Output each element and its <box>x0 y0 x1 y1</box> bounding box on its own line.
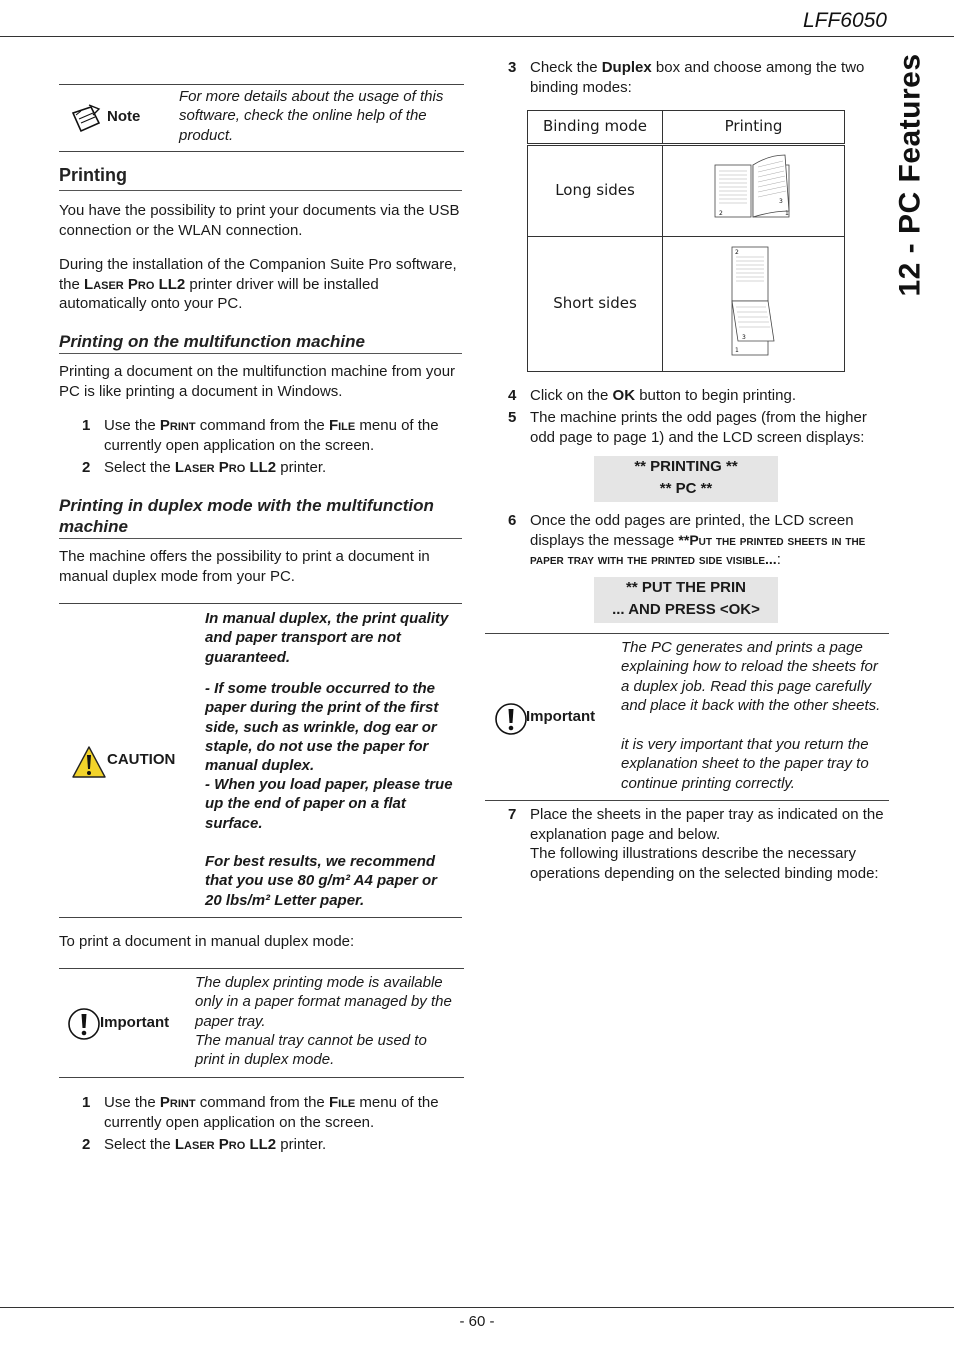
lcd-display-put-sheets <box>594 577 778 623</box>
step-6-a: Once the odd pages are printed, the LCD screen displays the message <box>530 512 854 549</box>
important-left-text-2: The manual tray cannot be used to print in duplex mode. <box>195 1032 427 1069</box>
print-command-2: Print <box>159 1094 196 1111</box>
mf-step-1-e: menu of the currently open application on the screen. <box>104 417 439 454</box>
lcd-display-printing <box>594 456 778 502</box>
step2-1-number: 1 <box>82 1094 91 1111</box>
lcd-2-line-2: ... AND PRESS <OK> <box>612 601 760 618</box>
svg-text:2: 2 <box>734 249 739 257</box>
mf-step-2-a: Select the <box>104 459 175 476</box>
step-7-text-1: Place the sheets in the paper tray as indicated on the explanation page and below. <box>530 806 884 843</box>
page-number: - 60 - <box>459 1313 495 1330</box>
important-label-left: Important <box>100 1014 170 1031</box>
caution-label: CAUTION <box>107 751 176 768</box>
important-left-text-1: The duplex printing mode is available only in a paper format managed by the paper tray. <box>195 974 452 1030</box>
important-box-right <box>485 633 889 801</box>
step-4-a: Click on the <box>530 387 613 404</box>
duplex-heading-line-1: Printing in duplex mode with the multifunction <box>59 496 434 515</box>
important-right-text-2: it is very important that you return the explanation sheet to the paper tray to continue printing correctly. <box>621 736 869 792</box>
table-header-binding-mode: Binding mode <box>528 111 663 145</box>
step-6-c: : <box>776 551 781 568</box>
svg-text:1: 1 <box>784 210 789 218</box>
step2-1-e: menu of the currently open application on the screen. <box>104 1094 439 1131</box>
important-icon-right <box>494 702 528 736</box>
important-box-left <box>59 968 464 1078</box>
chapter-tab-label: 12 - PC Features <box>893 53 927 297</box>
long-sides-illustration <box>663 145 845 237</box>
ok-button-name: OK <box>612 387 636 404</box>
printing-heading-rule <box>59 190 462 191</box>
mf-step-2-c: printer. <box>276 459 327 476</box>
mf-step-2-text <box>104 458 464 478</box>
step-4-number: 4 <box>508 387 517 404</box>
step2-1-c: command from the <box>195 1094 329 1111</box>
short-sides-illustration <box>663 237 845 372</box>
footer-rule <box>0 1307 954 1308</box>
print-command: Print <box>159 417 196 434</box>
duplex-box-name: Duplex <box>601 59 652 76</box>
svg-text:3: 3 <box>778 198 783 206</box>
printing-paragraph-1: You have the possibility to print your documents via the USB connection or the WLAN connection. <box>59 202 460 239</box>
short-sides-label: Short sides <box>528 237 663 372</box>
note-text: For more details about the usage of this software, check the online help of the product. <box>179 88 444 144</box>
step-7-number: 7 <box>508 806 517 823</box>
step-3-c: box and choose among the two binding modes: <box>530 59 865 96</box>
note-box <box>59 84 464 152</box>
step-5-number: 5 <box>508 409 517 426</box>
note-label: Note <box>107 108 141 125</box>
lcd-1-line-1: ** PRINTING ** <box>634 458 738 475</box>
step2-2-text <box>104 1135 464 1155</box>
lcd-1-line-2: ** PC ** <box>659 480 713 497</box>
caution-text-3: - When you load paper, please true up the end of paper on a flat surface. <box>205 776 453 832</box>
file-menu: File <box>328 417 356 434</box>
caution-box <box>59 603 462 918</box>
caution-text-1: In manual duplex, the print quality and paper transport are not guaranteed. <box>205 610 449 666</box>
step2-1-a: Use the <box>104 1094 160 1111</box>
printing-heading: Printing <box>59 165 127 185</box>
caution-text-4: For best results, we recommend that you use 80 g/m² A4 paper or 20 lbs/m² Letter paper. <box>205 853 437 909</box>
short-sides-booklet-icon <box>726 243 782 359</box>
multifunction-paragraph: Printing a document on the multifunction machine from your PC is like printing a document in Windows. <box>59 363 456 400</box>
svg-text:3: 3 <box>741 334 746 342</box>
step2-2-c: printer. <box>276 1136 327 1153</box>
put-sheets-message: **Put the printed sheets in the paper tray with the printed side visible... <box>530 531 866 567</box>
step-6-number: 6 <box>508 512 517 529</box>
mf-step-1-a: Use the <box>104 417 160 434</box>
header-rule <box>0 36 954 37</box>
svg-text:2: 2 <box>718 210 723 218</box>
duplex-paragraph: The machine offers the possibility to print a document in manual duplex mode from your PC. <box>59 548 430 585</box>
svg-text:1: 1 <box>734 347 739 355</box>
mf-step-1-text <box>104 416 464 455</box>
step-4-text <box>530 386 890 406</box>
to-print-text: To print a document in manual duplex mode: <box>59 933 355 950</box>
step2-2-a: Select the <box>104 1136 175 1153</box>
caution-text-2: - If some trouble occurred to the paper during the print of the first side, such as wrinkle, dog ear or staple, do not use the paper for manual duplex. <box>205 680 439 775</box>
mf-step-2-number: 2 <box>82 459 91 476</box>
laser-pro-name-2: Laser Pro LL2 <box>174 459 277 476</box>
duplex-heading <box>59 495 464 537</box>
header-model: LFF6050 <box>802 9 887 32</box>
lcd-2-line-1: ** PUT THE PRIN <box>625 579 746 596</box>
step-3-number: 3 <box>508 59 517 76</box>
laser-pro-name: Laser Pro LL2 <box>84 275 186 293</box>
mf-step-1-c: command from the <box>195 417 329 434</box>
step-5-text: The machine prints the odd pages (from the higher odd page to page 1) and the LCD screen displays: <box>530 409 867 446</box>
printing-paragraph-2-c: printer driver will be installed automatically onto your PC. <box>59 275 379 312</box>
duplex-heading-rule <box>59 538 462 539</box>
table-header-printing: Printing <box>663 111 845 145</box>
mf-step-1-number: 1 <box>82 417 91 434</box>
step2-2-number: 2 <box>82 1136 91 1153</box>
duplex-heading-line-2: machine <box>59 517 128 536</box>
file-menu-2: File <box>328 1094 356 1111</box>
important-label-right: Important <box>526 708 596 725</box>
printing-paragraph-2 <box>59 255 462 314</box>
multifunction-heading-rule <box>59 353 462 354</box>
multifunction-heading: Printing on the multifunction machine <box>59 332 365 351</box>
step-4-c: button to begin printing. <box>635 387 796 404</box>
caution-icon <box>71 745 107 779</box>
step2-1-text <box>104 1093 464 1132</box>
note-icon <box>69 103 105 135</box>
printing-paragraph-2-a: During the installation of the Companion Suite Pro software, the <box>59 256 457 293</box>
laser-pro-name-3: Laser Pro LL2 <box>174 1136 277 1153</box>
long-sides-label: Long sides <box>528 145 663 237</box>
step-3-a: Check the <box>530 59 602 76</box>
step-3-text <box>530 58 890 97</box>
long-sides-booklet-icon <box>713 153 795 223</box>
step-6-text <box>530 511 892 570</box>
step-7-text-2: The following illustrations describe the necessary operations depending on the selected binding mode: <box>530 845 879 882</box>
important-right-text-1: The PC generates and prints a page explaining how to reload the sheets for a duplex job. Read this page carefully and place it back with the other sheets. <box>621 639 881 714</box>
binding-mode-table <box>527 110 845 372</box>
important-icon <box>67 1007 101 1041</box>
